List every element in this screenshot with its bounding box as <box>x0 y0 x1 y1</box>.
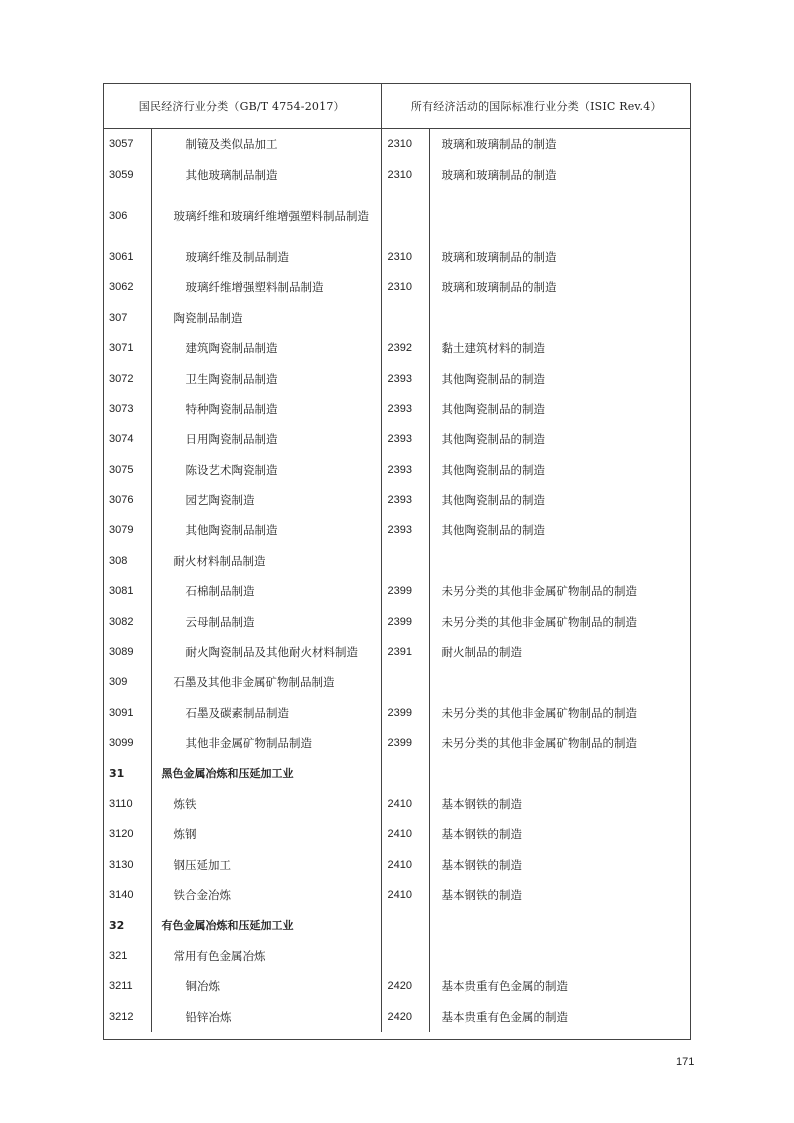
isic-name-cell <box>429 941 691 971</box>
gbt-code-cell: 3074 <box>103 424 151 454</box>
gbt-name-cell: 陈设艺术陶瓷制造 <box>151 455 381 485</box>
gbt-code-cell: 3211 <box>103 971 151 1001</box>
isic-code-cell: 2410 <box>381 819 429 849</box>
isic-code-cell: 2399 <box>381 576 429 606</box>
gbt-name-cell: 钢压延加工 <box>151 850 381 880</box>
gbt-code-cell: 306 <box>103 190 151 242</box>
table-row <box>103 159 691 189</box>
isic-code-cell: 2393 <box>381 485 429 515</box>
isic-name-cell <box>429 303 691 333</box>
isic-name-cell: 未另分类的其他非金属矿物制品的制造 <box>441 736 638 751</box>
gbt-name-cell: 园艺陶瓷制造 <box>151 485 381 515</box>
table-row <box>103 272 691 302</box>
isic-code-cell: 2410 <box>381 880 429 910</box>
isic-name-cell: 其他陶瓷制品的制造 <box>441 371 546 386</box>
page-number: 171 <box>676 1056 695 1068</box>
isic-name-cell: 基本钢铁的制造 <box>441 888 523 903</box>
gbt-code-cell: 321 <box>103 941 151 971</box>
classification-table-container <box>103 83 691 1032</box>
isic-code-cell: 2399 <box>381 606 429 636</box>
table-header-row <box>103 83 691 129</box>
isic-code-cell: 2393 <box>381 515 429 545</box>
gbt-code-cell: 3071 <box>103 333 151 363</box>
isic-name-cell: 其他陶瓷制品的制造 <box>441 462 546 477</box>
isic-name-cell: 基本贵重有色金属的制造 <box>441 979 569 994</box>
gbt-code-cell: 3082 <box>103 606 151 636</box>
isic-name-cell <box>429 190 691 242</box>
gbt-code-cell: 3212 <box>103 1002 151 1032</box>
isic-name-cell: 玻璃和玻璃制品的制造 <box>441 249 557 264</box>
gbt-name-cell: 石墨及其他非金属矿物制品制造 <box>151 667 381 697</box>
gbt-code-cell: 3059 <box>103 159 151 189</box>
gbt-name-cell: 玻璃纤维和玻璃纤维增强塑料制品制造 <box>151 190 381 242</box>
table-row <box>103 941 691 971</box>
table-row <box>103 515 691 545</box>
isic-code-cell <box>381 667 429 697</box>
gbt-name-cell: 玻璃纤维增强塑料制品制造 <box>151 272 381 302</box>
table-row <box>103 333 691 363</box>
isic-code-cell: 2391 <box>381 637 429 667</box>
isic-name-cell: 未另分类的其他非金属矿物制品的制造 <box>441 614 638 629</box>
table-row <box>103 546 691 576</box>
isic-name-cell: 基本钢铁的制造 <box>441 857 523 872</box>
header-isic-classification: 所有经济活动的国际标准行业分类（ISIC Rev.4） <box>381 83 691 129</box>
isic-name-cell: 其他陶瓷制品的制造 <box>441 523 546 538</box>
table-row <box>103 789 691 819</box>
isic-code-cell: 2310 <box>381 242 429 272</box>
gbt-name-cell: 铁合金冶炼 <box>151 880 381 910</box>
isic-code-cell: 2420 <box>381 1002 429 1032</box>
gbt-name-cell: 特种陶瓷制品制造 <box>151 394 381 424</box>
gbt-code-cell: 3130 <box>103 850 151 880</box>
isic-code-cell: 2410 <box>381 850 429 880</box>
gbt-name-cell: 其他陶瓷制品制造 <box>151 515 381 545</box>
isic-name-cell: 其他陶瓷制品的制造 <box>441 401 546 416</box>
isic-code-cell: 2420 <box>381 971 429 1001</box>
table-row <box>103 190 691 242</box>
gbt-name-cell: 有色金属冶炼和压延加工业 <box>151 910 381 940</box>
gbt-code-cell: 3099 <box>103 728 151 758</box>
isic-name-cell: 基本贵重有色金属的制造 <box>441 1009 569 1024</box>
gbt-name-cell: 耐火材料制品制造 <box>151 546 381 576</box>
isic-code-cell: 2393 <box>381 455 429 485</box>
isic-name-cell: 玻璃和玻璃制品的制造 <box>441 280 557 295</box>
gbt-name-cell: 炼铁 <box>151 789 381 819</box>
table-row <box>103 850 691 880</box>
gbt-code-cell: 3079 <box>103 515 151 545</box>
gbt-name-cell: 铅锌冶炼 <box>151 1002 381 1032</box>
isic-name-cell: 基本钢铁的制造 <box>441 827 523 842</box>
table-row <box>103 485 691 515</box>
isic-name-cell: 其他陶瓷制品的制造 <box>441 493 546 508</box>
gbt-name-cell: 建筑陶瓷制品制造 <box>151 333 381 363</box>
table-row <box>103 880 691 910</box>
gbt-name-cell: 其他非金属矿物制品制造 <box>151 728 381 758</box>
table-row <box>103 455 691 485</box>
table-row <box>103 242 691 272</box>
isic-name-cell: 黏土建筑材料的制造 <box>441 341 546 356</box>
isic-code-cell: 2393 <box>381 394 429 424</box>
classification-table <box>103 83 691 1032</box>
table-row <box>103 667 691 697</box>
table-row <box>103 758 691 788</box>
isic-code-cell: 2399 <box>381 728 429 758</box>
table-row <box>103 1002 691 1032</box>
isic-name-cell: 玻璃和玻璃制品的制造 <box>441 167 557 182</box>
isic-code-cell: 2393 <box>381 424 429 454</box>
isic-code-cell <box>381 910 429 940</box>
gbt-name-cell: 其他玻璃制品制造 <box>151 159 381 189</box>
isic-name-cell <box>429 546 691 576</box>
isic-name-cell: 未另分类的其他非金属矿物制品的制造 <box>441 705 638 720</box>
isic-code-cell: 2392 <box>381 333 429 363</box>
gbt-code-cell: 31 <box>103 758 151 788</box>
isic-code-cell <box>381 941 429 971</box>
gbt-name-cell: 卫生陶瓷制品制造 <box>151 363 381 393</box>
table-body <box>103 129 691 1032</box>
gbt-name-cell: 日用陶瓷制品制造 <box>151 424 381 454</box>
gbt-code-cell: 3057 <box>103 129 151 160</box>
gbt-code-cell: 3075 <box>103 455 151 485</box>
gbt-code-cell: 3140 <box>103 880 151 910</box>
table-row <box>103 576 691 606</box>
isic-name-cell: 其他陶瓷制品的制造 <box>441 432 546 447</box>
gbt-name-cell: 石墨及碳素制品制造 <box>151 698 381 728</box>
table-row <box>103 819 691 849</box>
gbt-code-cell: 3073 <box>103 394 151 424</box>
table-row <box>103 394 691 424</box>
gbt-code-cell: 309 <box>103 667 151 697</box>
isic-code-cell <box>381 546 429 576</box>
gbt-name-cell: 石棉制品制造 <box>151 576 381 606</box>
gbt-name-cell: 制镜及类似品加工 <box>151 129 381 160</box>
header-gbt-classification: 国民经济行业分类（GB/T 4754-2017） <box>103 83 381 129</box>
isic-code-cell: 2310 <box>381 159 429 189</box>
gbt-code-cell: 3061 <box>103 242 151 272</box>
gbt-code-cell: 3081 <box>103 576 151 606</box>
isic-code-cell: 2310 <box>381 272 429 302</box>
gbt-name-cell: 云母制品制造 <box>151 606 381 636</box>
isic-code-cell: 2410 <box>381 789 429 819</box>
gbt-name-cell: 玻璃纤维及制品制造 <box>151 242 381 272</box>
gbt-name-cell: 耐火陶瓷制品及其他耐火材料制造 <box>151 637 381 667</box>
gbt-code-cell: 32 <box>103 910 151 940</box>
gbt-code-cell: 3076 <box>103 485 151 515</box>
gbt-code-cell: 3089 <box>103 637 151 667</box>
isic-name-cell: 基本钢铁的制造 <box>441 797 523 811</box>
gbt-name-cell: 炼钢 <box>151 819 381 849</box>
isic-name-cell <box>429 758 691 788</box>
gbt-code-cell: 3120 <box>103 819 151 849</box>
isic-name-cell <box>429 910 691 940</box>
table-row <box>103 637 691 667</box>
isic-code-cell <box>381 303 429 333</box>
gbt-code-cell: 3110 <box>103 789 151 819</box>
gbt-code-cell: 3091 <box>103 698 151 728</box>
table-row <box>103 971 691 1001</box>
isic-code-cell <box>381 190 429 242</box>
table-row <box>103 728 691 758</box>
isic-code-cell: 2393 <box>381 363 429 393</box>
isic-code-cell: 2310 <box>381 129 429 160</box>
table-row <box>103 363 691 393</box>
gbt-name-cell: 黑色金属冶炼和压延加工业 <box>151 758 381 788</box>
isic-name-cell: 玻璃和玻璃制品的制造 <box>441 137 557 152</box>
gbt-code-cell: 3062 <box>103 272 151 302</box>
isic-name-cell <box>429 667 691 697</box>
table-row <box>103 606 691 636</box>
gbt-code-cell: 307 <box>103 303 151 333</box>
table-row <box>103 910 691 940</box>
table-row <box>103 129 691 160</box>
table-row <box>103 303 691 333</box>
gbt-name-cell: 陶瓷制品制造 <box>151 303 381 333</box>
table-row <box>103 424 691 454</box>
gbt-name-cell: 铜冶炼 <box>151 971 381 1001</box>
isic-name-cell: 未另分类的其他非金属矿物制品的制造 <box>441 584 638 599</box>
isic-code-cell <box>381 758 429 788</box>
isic-code-cell: 2399 <box>381 698 429 728</box>
gbt-code-cell: 308 <box>103 546 151 576</box>
isic-name-cell: 耐火制品的制造 <box>441 645 523 660</box>
gbt-code-cell: 3072 <box>103 363 151 393</box>
gbt-name-cell: 常用有色金属冶炼 <box>151 941 381 971</box>
table-row <box>103 698 691 728</box>
